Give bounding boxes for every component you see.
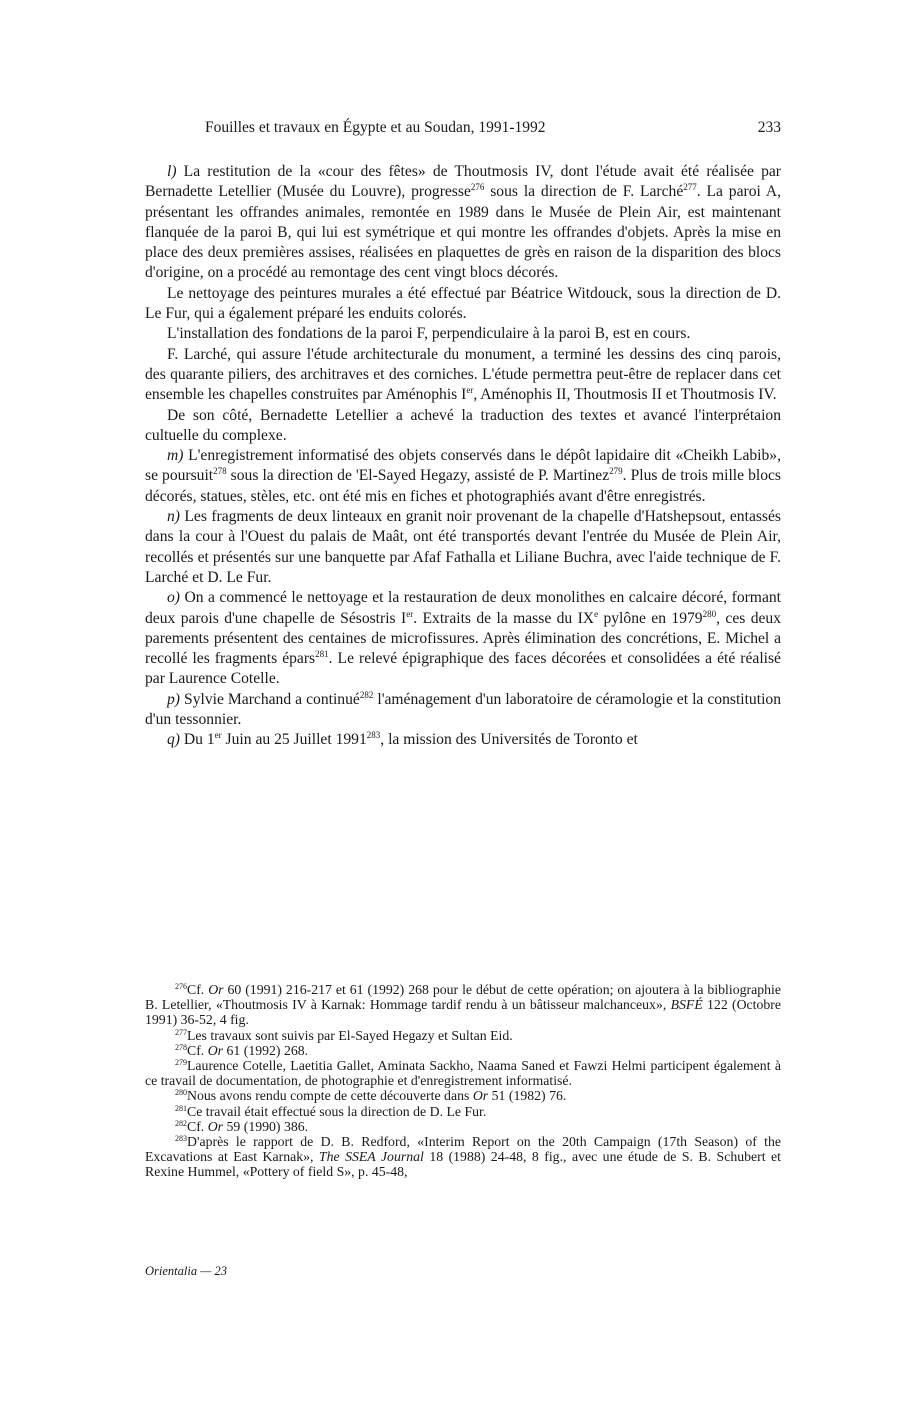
footnote-text: D'après le rapport de D. B. Redford, «Interim Report on the 20th Campaign (17th Season) of the Excavations at East Karnak»,: [145, 1134, 781, 1165]
footnote-text: 51 (1982) 76.: [488, 1088, 567, 1104]
paragraph-l: [145, 162, 781, 284]
paragraph-text: Sylvie Marchand a continué: [180, 690, 360, 708]
item-letter: m): [167, 447, 184, 465]
paragraph-q: [145, 730, 781, 750]
footnote: [145, 1043, 781, 1058]
paragraph-p: [145, 690, 781, 731]
footnote-number: 276: [175, 982, 187, 991]
footnote-text: Cf.: [187, 1118, 208, 1134]
item-letter: q): [167, 731, 180, 749]
paragraph-text: Juin au 25 Juillet 1991: [221, 731, 367, 749]
paragraph-text: sous la direction de 'El-Sayed Hegazy, assisté de P. Martinez: [226, 467, 610, 485]
footnote-italic: Or: [208, 982, 224, 997]
footnote-text: 122 (Octobre 1991) 36-52, 4 fig.: [145, 997, 782, 1028]
footnote: [145, 1104, 781, 1119]
item-letter: n): [167, 508, 180, 526]
paragraph-text: . Le relevé épigraphique des faces décorées et consolidées a été réalisé par Laurence Cotelle.: [145, 650, 781, 688]
ordinal-sup: er: [214, 730, 222, 741]
footnote-text: 18 (1988) 24-48, 8 fig., avec une étude de S. B. Schubert et Rexine Hummel, «Pottery of field S», p. 45-48,: [145, 1149, 781, 1180]
paragraph-text: , ces deux parements présentent des centaines de microfissures. Après élimination des concrétions, E. Michel a recollé les fragments épars: [145, 609, 782, 668]
paragraph-text: . Extraits de la masse du IX: [413, 609, 595, 627]
body-text: [145, 162, 781, 751]
footnote-ref[interactable]: 278: [213, 466, 227, 477]
footnote: [145, 982, 781, 1028]
item-letter: l): [167, 163, 177, 180]
footnote: [145, 1028, 781, 1043]
footnote-text: 59 (1990) 386.: [223, 1118, 309, 1134]
footnote-number: 278: [175, 1042, 187, 1052]
paragraph-text: L'enregistrement informatisé des objets conservés dans le dépôt lapidaire dit «Cheikh Labib», se poursuit: [145, 447, 781, 485]
paragraph-text: F. Larché, qui assure l'étude architecturale du monument, a terminé les dessins des cinq parois, des quarante piliers, des architraves et des corniches. L'étude permettra peut-être de replacer dans cet ensemble les chapelles construites par Aménophis I: [145, 345, 781, 404]
paragraph-text: , la mission des Universités de Toronto et: [380, 731, 638, 749]
footnote-ref[interactable]: 280: [702, 608, 717, 619]
ordinal-sup: er: [466, 385, 474, 396]
footnote-ref[interactable]: 283: [366, 730, 381, 741]
paragraph-text: l'aménagement d'un laboratoire de céramologie et la constitution d'un tessonnier.: [145, 690, 781, 729]
paragraph: L'installation des fondations de la paroi F, perpendiculaire à la paroi B, est en cours.: [167, 325, 691, 343]
paragraph-text: Les fragments de deux linteaux en granit noir provenant de la chapelle d'Hatshepsout, entassés dans la cour à l'Ouest du palais de Maât, ont été transportés devant l'entrée du Musée de Plein Air, recollés et présentés sur une banquette par Afaf Fathalla et Liliane Buchra, avec l'aide technique de F. Larché et D. Le Fur.: [145, 508, 781, 586]
paragraph-text: sous la direction de F. Larché: [484, 183, 684, 201]
footnote-ref[interactable]: 281: [315, 649, 329, 660]
footnote-number: 283: [175, 1134, 187, 1144]
paragraph-m: [145, 446, 781, 507]
paragraph: Le nettoyage des peintures murales a été effectué par Béatrice Witdouck, sous la direction de D. Le Fur, qui a également préparé les enduits colorés.: [145, 284, 781, 323]
item-letter: o): [167, 589, 180, 607]
paragraph-text: . La paroi A, présentant les offrandes animales, remontée en 1989 dans le Musée de Plein Air, est maintenant flanquée de la paroi B, qui lui est symétrique et qui montre les offrandes d'objets. Après la mise en place des deux premières assises, réalisées en plaquettes de grès en raison de la disparition des blocs d'origine, on a procédé au remontage des cent vingt blocs décorés.: [145, 183, 782, 282]
paragraph-text: . Plus de trois mille blocs décorés, statues, stèles, etc. ont été mis en fiches et photographiés avant d'être enregistrés.: [145, 467, 781, 505]
footnote: [145, 1058, 781, 1088]
footnote-number: 280: [175, 1088, 187, 1098]
paragraph-o: [145, 588, 781, 689]
footnote-italic: Or: [472, 1088, 489, 1104]
footnote-text: Ce travail était effectué sous la direction de D. Le Fur.: [187, 1103, 487, 1119]
ordinal-sup: er: [406, 608, 414, 619]
footnote-number: 281: [175, 1103, 187, 1113]
footnote-text: Les travaux sont suivis par El-Sayed Hegazy et Sultan Eid.: [187, 1027, 513, 1043]
paragraph: [145, 345, 781, 406]
paragraph-text: La restitution de la «cour des fêtes» de Thoutmosis IV, dont l'étude avait été réalisée par Bernadette Letellier (Musée du Louvre), progresse: [145, 163, 781, 201]
paragraph-text: , Aménophis II, Thoutmosis II et Thoutmosis IV.: [473, 386, 777, 404]
footnotes: [145, 982, 781, 1180]
footnote-number: 279: [175, 1058, 187, 1068]
item-letter: p): [167, 690, 180, 708]
footnote-ref[interactable]: 279: [609, 466, 623, 477]
footnote-text: Cf.: [187, 982, 209, 997]
footnote-text: Nous avons rendu compte de cette découverte dans: [187, 1088, 473, 1104]
footnote-text: Cf.: [187, 1042, 208, 1058]
footnote-ref[interactable]: 276: [470, 182, 485, 193]
paragraph-text: On a commencé le nettoyage et la restauration de deux monolithes en calcaire décoré, formant deux parois d'une chapelle de Sésostris I: [145, 589, 781, 627]
paragraph-text: pylône en 1979: [598, 609, 703, 627]
ordinal-sup: e: [594, 608, 599, 619]
paragraph: De son côté, Bernadette Letellier a achevé la traduction des textes et avancé l'interprétaion cultuelle du complexe.: [145, 406, 781, 444]
footnote-text: 61 (1992) 268.: [223, 1042, 309, 1058]
running-title: Fouilles et travaux en Égypte et au Soudan, 1991-1992: [205, 119, 546, 136]
footnote-italic: The SSEA Journal: [318, 1149, 424, 1165]
paragraph-n: [145, 507, 781, 588]
page-number: 233: [757, 119, 781, 136]
footnote: [145, 1119, 781, 1134]
footnote-italic: Or: [207, 1042, 224, 1058]
footnote: [145, 1088, 781, 1103]
footnote-number: 282: [175, 1118, 187, 1128]
footnote-ref[interactable]: 282: [359, 689, 374, 700]
paragraph-text: Du 1: [180, 731, 215, 749]
footnote-number: 277: [175, 1027, 187, 1037]
footnote-text: Laurence Cotelle, Laetitia Gallet, Aminata Sackho, Naama Saned et Fawzi Helmi participent également à ce travail de documentation, de photographie et d'enregistrement informatisé.: [145, 1058, 781, 1089]
footnote: [145, 1134, 781, 1180]
journal-signature: Orientalia — 23: [145, 1264, 227, 1278]
footnote-ref[interactable]: 277: [683, 182, 697, 193]
footnote-italic: Or: [207, 1118, 224, 1134]
footnote-italic: BSFÉ: [670, 997, 703, 1013]
footnote-text: 60 (1991) 216-217 et 61 (1992) 268 pour le début de cette opération; on ajoutera à la bibliographie B. Letellier, «Thoutmosis IV à Karnak: Hommage tardif rendu à un bâtisseur malchanceux»,: [145, 982, 781, 1013]
